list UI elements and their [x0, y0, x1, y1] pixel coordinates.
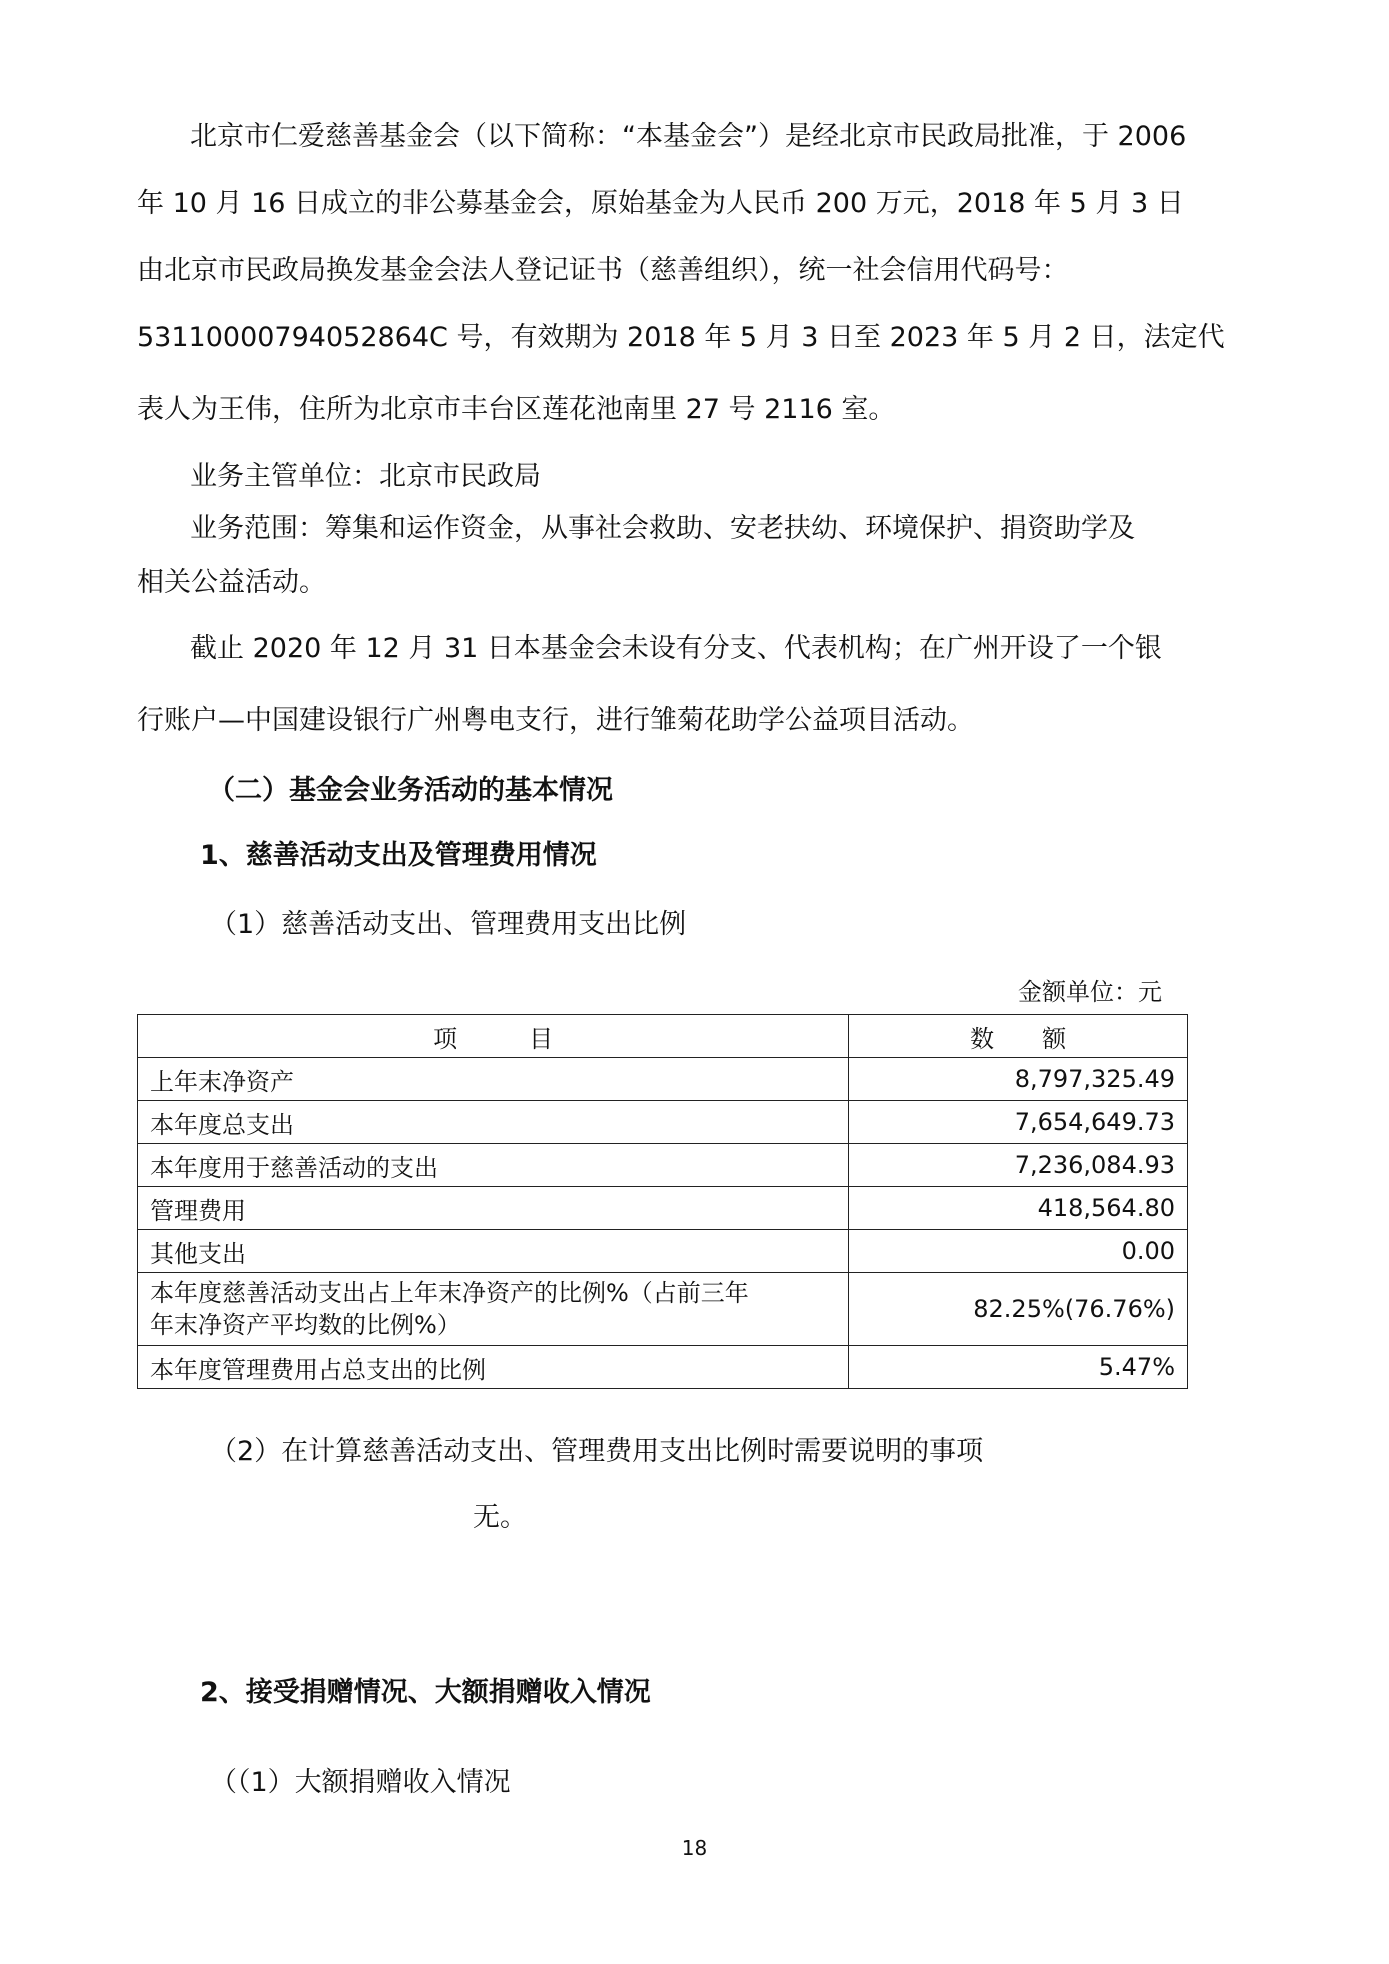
- item-2-body: 无。: [473, 1502, 527, 1533]
- ratio-item-line-2: 年末净资产平均数的比例%）: [150, 1311, 461, 1339]
- scope-line-2: 相关公益活动。: [137, 567, 326, 598]
- table-header-row: [138, 1015, 1188, 1058]
- table-row: [138, 1346, 1188, 1389]
- table-row: [138, 1101, 1188, 1144]
- row-amount: 8,797,325.49: [849, 1058, 1188, 1101]
- authority-line: 业务主管单位：北京市民政局: [190, 461, 541, 492]
- subsection-title-2: 2、接受捐赠情况、大额捐赠收入情况: [200, 1677, 651, 1708]
- ratio-item-line-1: 本年度慈善活动支出占上年末净资产的比例%（占前三年: [150, 1279, 749, 1307]
- item-title-1: （1）慈善活动支出、管理费用支出比例: [210, 909, 687, 940]
- row-amount: 7,236,084.93: [849, 1144, 1188, 1187]
- table-row: [138, 1144, 1188, 1187]
- item-title-3: （（1）大额捐赠收入情况: [210, 1767, 511, 1798]
- intro-line-2: 年 10 月 16 日成立的非公募基金会，原始基金为人民币 200 万元，2018 年 5 月 3 日: [137, 188, 1184, 219]
- scope-line-1: 业务范围：筹集和运作资金，从事社会救助、安老扶幼、环境保护、捐资助学及: [190, 513, 1135, 544]
- intro-line-3: 由北京市民政局换发基金会法人登记证书（慈善组织），统一社会信用代码号：: [137, 255, 1069, 286]
- table-row: [138, 1230, 1188, 1273]
- row-amount: 418,564.80: [849, 1187, 1188, 1230]
- ratio-item: [138, 1273, 849, 1346]
- intro-line-1: 北京市仁爱慈善基金会（以下简称：“本基金会”）是经北京市民政局批准，于 2006: [190, 121, 1187, 152]
- intro-line-4: 53110000794052864C 号，有效期为 2018 年 5 月 3 日至 2023 年 5 月 2 日，法定代: [137, 322, 1225, 353]
- branch-line-2: 行账户—中国建设银行广州粤电支行，进行雏菊花助学公益项目活动。: [137, 705, 974, 736]
- row-amount: 5.47%: [849, 1346, 1188, 1389]
- subsection-title-1: 1、慈善活动支出及管理费用情况: [200, 840, 597, 871]
- page-number: 18: [681, 1836, 708, 1860]
- intro-line-5: 表人为王伟，住所为北京市丰台区莲花池南里 27 号 2116 室。: [137, 394, 896, 425]
- item-title-2: （2）在计算慈善活动支出、管理费用支出比例时需要说明的事项: [210, 1436, 984, 1467]
- row-item: 本年度总支出: [138, 1101, 849, 1144]
- row-amount: 7,654,649.73: [849, 1101, 1188, 1144]
- expense-ratio-table: [137, 1014, 1188, 1389]
- row-item: 其他支出: [138, 1230, 849, 1273]
- header-amount: 数 额: [849, 1015, 1188, 1058]
- ratio-amount: 82.25%(76.76%): [849, 1273, 1188, 1346]
- row-item: 本年度用于慈善活动的支出: [138, 1144, 849, 1187]
- header-item: 项 目: [138, 1015, 849, 1058]
- unit-note: 金额单位：元: [1018, 978, 1162, 1006]
- row-item: 上年末净资产: [138, 1058, 849, 1101]
- row-item: 本年度管理费用占总支出的比例: [138, 1346, 849, 1389]
- table-row: [138, 1187, 1188, 1230]
- branch-line-1: 截止 2020 年 12 月 31 日本基金会未设有分支、代表机构；在广州开设了一个银: [190, 633, 1162, 664]
- table-row: [138, 1058, 1188, 1101]
- row-item: 管理费用: [138, 1187, 849, 1230]
- table-row-ratio: [138, 1273, 1188, 1346]
- row-amount: 0.00: [849, 1230, 1188, 1273]
- section-title: （二）基金会业务活动的基本情况: [208, 775, 613, 806]
